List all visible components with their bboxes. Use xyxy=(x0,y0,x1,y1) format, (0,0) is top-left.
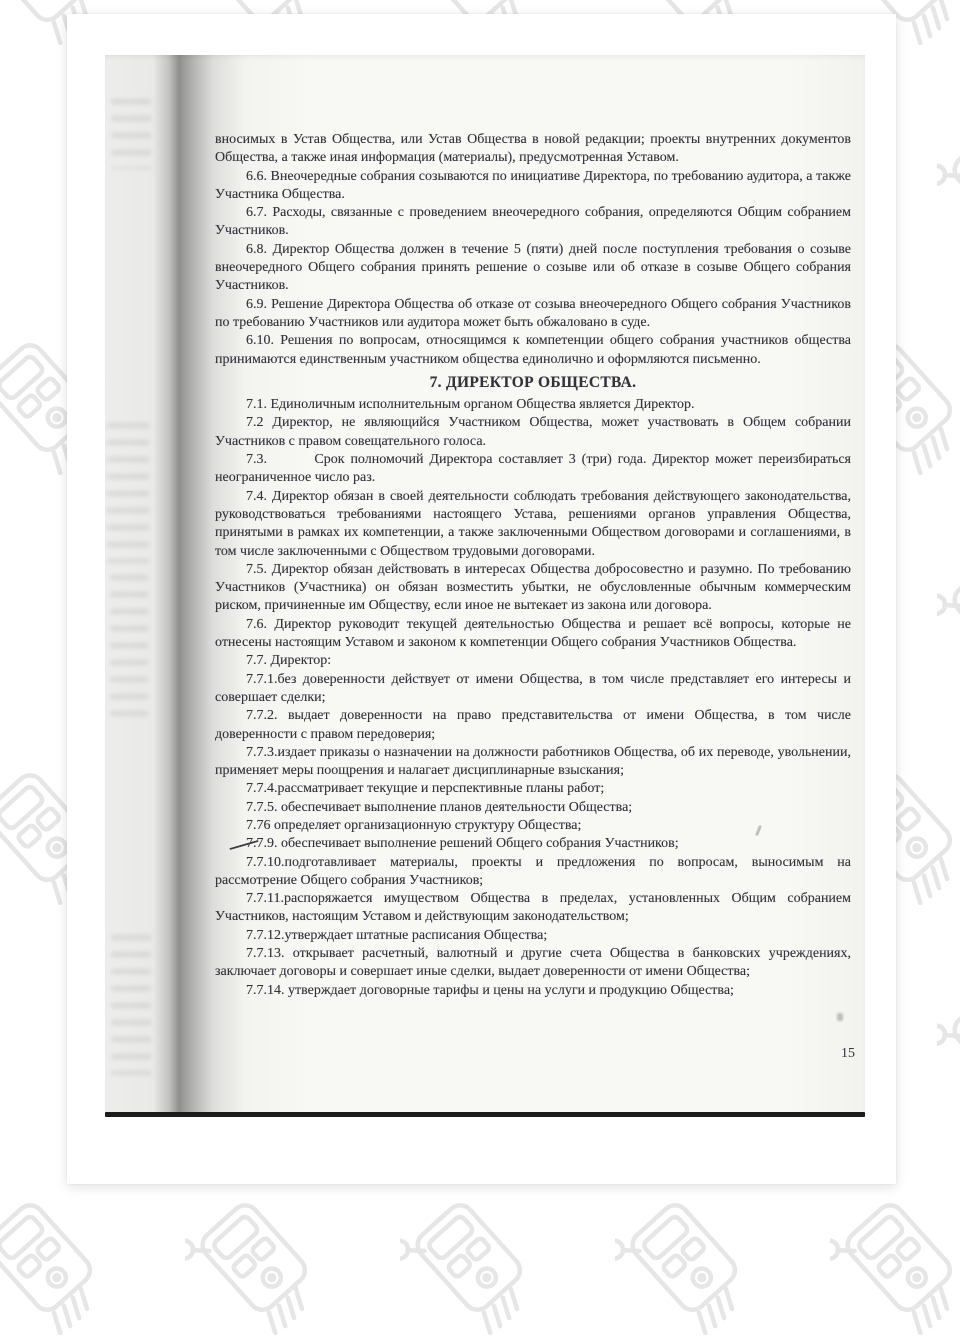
cash-register-icon xyxy=(0,540,12,690)
paragraph: 7.4. Директор обязан в своей деятельности соблюдать требования действующего законодательства, руководствоваться требованиями настоящего Устава, решениями органов управления Общества, принятыми в рамках их компетенции, а также заключенными Обществом договорами и соглашениями, в том числе заключенными с Обществом трудовыми договорами. xyxy=(215,488,851,561)
cash-register-icon xyxy=(615,1185,765,1335)
cash-register-icon xyxy=(830,1185,960,1335)
cash-register-icon xyxy=(937,970,960,1120)
paragraph: 7.1. Единоличным исполнительным органом Общества является Директор. xyxy=(215,396,851,414)
paragraph: 7.7.11.распоряжается имуществом Общества в пределах, установленных Общим собранием Участников, настоящим Уставом и действующим законодательством; xyxy=(215,890,851,927)
cash-register-icon xyxy=(0,110,12,260)
page-number: 15 xyxy=(109,1046,865,1062)
section-heading: 7. ДИРЕКТОР ОБЩЕСТВА. xyxy=(215,374,851,392)
paragraph: 7.7.14. утверждает договорные тарифы и цены на услуги и продукцию Общества; xyxy=(215,982,851,1000)
paragraph: 7.7.1.без доверенности действует от имени Общества, в том числе представляет его интересы и совершает сделки; xyxy=(215,671,851,708)
scan-speck xyxy=(837,1013,843,1021)
paragraph: 7.7.9. обеспечивает выполнение решений Общего собрания Участников; xyxy=(215,835,851,853)
cash-register-icon xyxy=(185,1185,335,1335)
document-text xyxy=(215,131,851,1000)
cash-register-icon xyxy=(0,1185,120,1335)
paragraph: 7.7.3.издает приказы о назначении на должности работников Общества, об их переводе, увольнении, применяет меры поощрения и налагает дисциплинарные взыскания; xyxy=(215,744,851,781)
paragraph: 7.7.4.рассматривает текущие и перспективные планы работ; xyxy=(215,780,851,798)
page-scan xyxy=(105,55,865,1117)
paragraph: 7.76 определяет организационную структуру Общества; xyxy=(215,817,851,835)
cash-register-icon xyxy=(937,540,960,690)
paragraph: 7.3. Срок полномочий Директора составляет 3 (три) года. Директор может переизбираться неограниченное число раз. xyxy=(215,451,851,488)
cash-register-icon xyxy=(0,970,12,1120)
paragraph: 7.7.12.утверждает штатные расписания Общества; xyxy=(215,927,851,945)
cash-register-icon xyxy=(937,110,960,260)
cash-register-icon xyxy=(400,1185,550,1335)
paragraph: вносимых в Устав Общества, или Устав Общества в новой редакции; проекты внутренних документов Общества, а также иная информация (материалы), предусмотренная Уставом. xyxy=(215,131,851,168)
paragraph: 6.10. Решения по вопросам, относящимся к компетенции общего собрания участников общества принимаются единственным участником общества единолично и оформляются письменно. xyxy=(215,332,851,369)
bleedthrough-text-smudge xyxy=(111,99,151,169)
bleedthrough-text-smudge xyxy=(107,423,149,563)
paragraph: 7.2 Директор, не являющийся Участником Общества, может участвовать в Общем собрании Участников с правом совещательного голоса. xyxy=(215,414,851,451)
paragraph: 7.7.13. открывает расчетный, валютный и другие счета Общества в банковских учреждениях, заключает договоры и совершает иные сделки, выдает доверенности от имени Общества; xyxy=(215,945,851,982)
paragraph: 7.7.5. обеспечивает выполнение планов деятельности Общества; xyxy=(215,799,851,817)
scanned-page-photo xyxy=(67,14,896,1184)
paragraph: 7.7.10.подготавливает материалы, проекты и предложения по вопросам, выносимым на рассмотрение Общего собрания Участников; xyxy=(215,854,851,891)
paragraph: 7.5. Директор обязан действовать в интересах Общества добросовестно и разумно. По требованию Участников (Участника) он обязан возместить убытки, не обусловленные обычным коммерческим риском, причиненные им Обществу, если иное не вытекает из закона или договора. xyxy=(215,561,851,616)
paragraph: 7.7.2. выдает доверенности на право представительства от имени Общества, в том числе доверенности с правом передоверия; xyxy=(215,707,851,744)
paragraph: 6.7. Расходы, связанные с проведением внеочередного собрания, определяются Общим собранием Участников. xyxy=(215,204,851,241)
paragraph: 7.6. Директор руководит текущей деятельностью Общества и решает всё вопросы, которые не отнесены настоящим Уставом и законом к компетенции Общего собрания Участников Общества. xyxy=(215,616,851,653)
stray-pen-mark xyxy=(229,840,258,850)
paragraph: 6.6. Внеочередные собрания созываются по инициативе Директора, по требованию аудитора, а также Участника Общества. xyxy=(215,168,851,205)
page-bottom-edge xyxy=(105,1112,865,1117)
paragraph: 6.9. Решение Директора Общества об отказе от созыва внеочередного Общего собрания Участников по требованию Участников или аудитора может быть обжаловано в суде. xyxy=(215,296,851,333)
paragraph: 6.8. Директор Общества должен в течение 5 (пяти) дней после поступления требования о созыве внеочередного Общего собрания принять решение о созыве или об отказе в созыве Общего собрания Участников. xyxy=(215,241,851,296)
paragraph: 7.7. Директор: xyxy=(215,652,851,670)
bleedthrough-text-smudge xyxy=(110,575,148,725)
